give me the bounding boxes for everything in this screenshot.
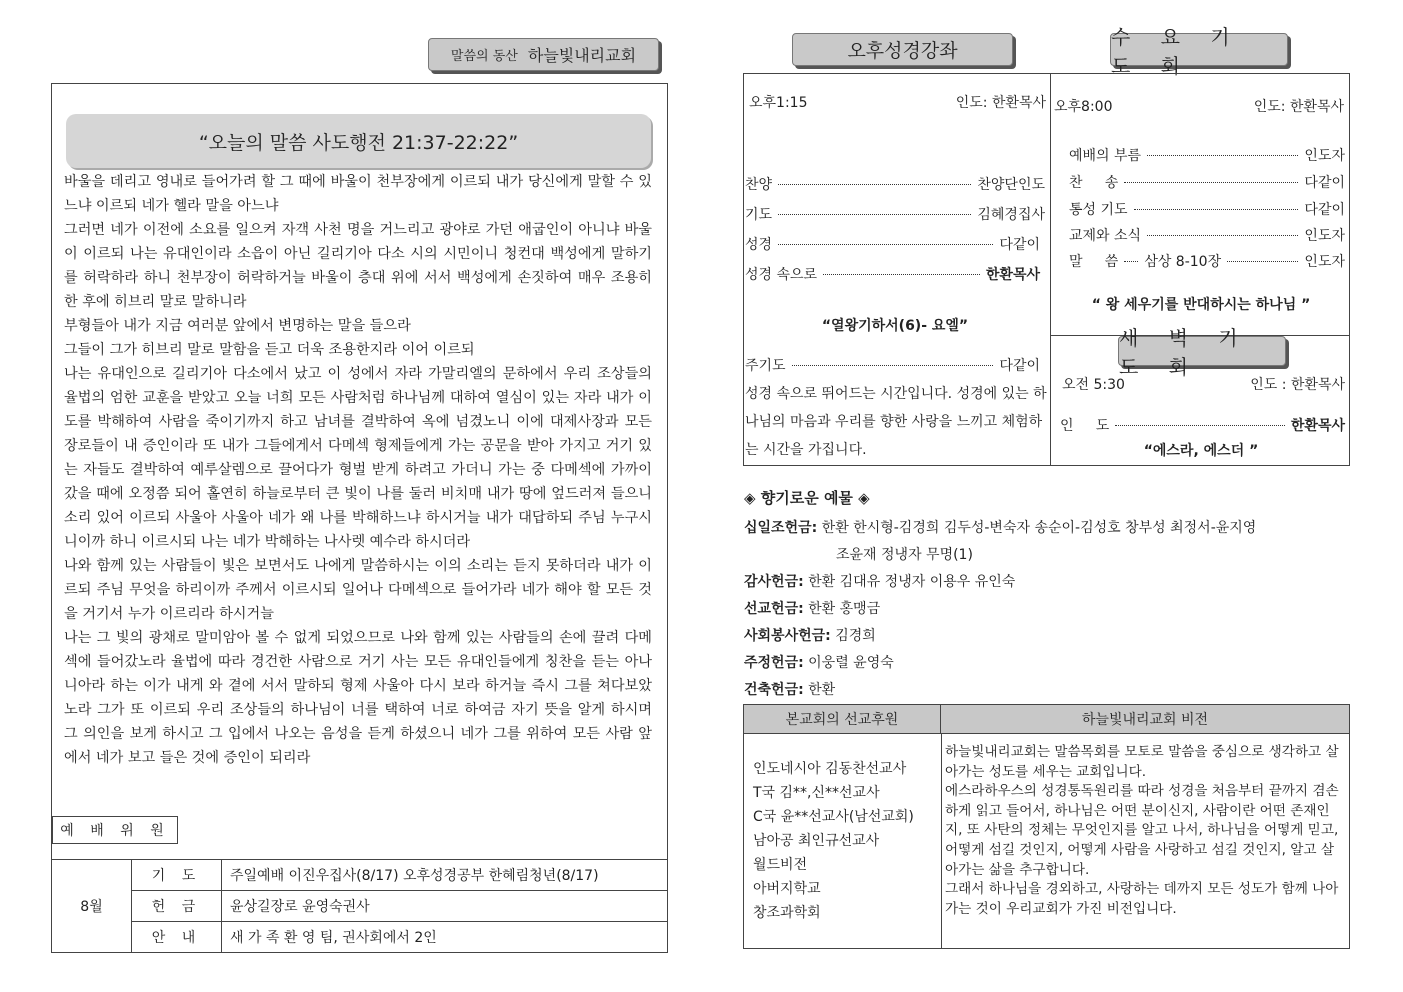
- order-label: 기도: [745, 207, 773, 223]
- list-item: T국 김**,신**선교사: [753, 785, 880, 801]
- offering-names: 한환 한시형-김경희 김두성-변숙자 송순이-김성호 창부성 최정서-윤지영: [817, 520, 1257, 536]
- offering-names: 한환 홍맹금: [803, 601, 881, 617]
- order-value: 다같이: [999, 237, 1040, 253]
- table-divider: [941, 734, 942, 948]
- order-label: 말 씀: [1069, 254, 1119, 270]
- role-cell: 기 도: [132, 860, 222, 891]
- vision-text: [945, 743, 1345, 919]
- scripture-paragraph: 그러면 네가 이전에 소요를 일으켜 자객 사천 명을 거느리고 광야로 가던 애굽인이 아니냐 바울이 이르되 나는 유대인이라 소읍이 아닌 길리기아 다소 시의 시민이니 청컨대 백성에게 말하기를 허락하라 하니 천부장이 허락하거늘 바울이 층대 위에 서서 백성에게 손짓하여 매우 조용히 한 후에 히브리 말로 말하니라: [64, 222, 652, 310]
- pm-order-item: [745, 355, 1040, 375]
- church-brand-banner: [428, 38, 659, 71]
- pm-leader: 인도: 한환목사: [955, 95, 1046, 111]
- wed-order-item: [1069, 145, 1345, 165]
- order-value: 인도자: [1304, 148, 1345, 164]
- leader-dots: [1147, 155, 1298, 156]
- order-reference: 삼상 8-10장: [1144, 254, 1222, 270]
- scripture-paragraph: 그들이 그가 히브리 말로 말함을 듣고 더욱 조용한지라 이어 이르되: [64, 342, 475, 358]
- todays-word-title: “오늘의 말씀 사도행전 21:37-22:22”: [66, 114, 651, 168]
- list-item: 아버지학교: [753, 881, 821, 897]
- order-value: 다같이: [1304, 175, 1345, 191]
- offering-row: [744, 679, 835, 699]
- role-desc-cell: 주일예배 이진우집사(8/17) 오후성경공부 한혜림청년(8/17): [222, 860, 668, 891]
- offering-label: 십일조헌금:: [744, 520, 818, 536]
- order-label: 예배의 부름: [1069, 148, 1142, 164]
- brand-tagline: 말씀의 동산: [450, 49, 518, 64]
- order-label: 인 도: [1060, 418, 1110, 434]
- pm-order-item: [745, 264, 1040, 284]
- afternoon-bible-class-title: 오후성경강좌: [792, 33, 1013, 66]
- dawn-time: 오전 5:30: [1062, 377, 1125, 393]
- wed-leader: 인도: 한환목사: [1253, 99, 1344, 115]
- role-desc-cell: 윤상길장로 윤영숙권사: [222, 891, 668, 922]
- leader-dots: [792, 365, 994, 366]
- missions-list: [753, 757, 914, 925]
- order-value: 다같이: [1304, 202, 1345, 218]
- pm-sermon-title: “열왕기하서(6)- 요엘”: [821, 318, 969, 334]
- pm-order-item: [745, 204, 1045, 224]
- wed-order-item: [1069, 199, 1345, 219]
- offering-row: [744, 652, 894, 672]
- scripture-paragraph: 나는 유대인으로 길리기아 다소에서 났고 이 성에서 자라 가말리엘의 문하에서 우리 조상들의 율법의 엄한 교훈을 받았고 오늘 너희 모든 사람처럼 하나님께 대하여 열심이 있는 자라 내가 이 도를 박해하여 사람을 죽이기까지 하고 남녀를 결박하여 옥에 넘겼노니 이에 대제사장과 모든 장로들이 내 증인이라 또 내가 그들에게서 다메섹 형제들에게 가는 공문을 받아 가지고 거기 있는 자들도 결박하여 예루살렘으로 끌어다가 형벌 받게 하려고 가더니 가는 중 다메섹에 가까이 갔을 때에 오정쯤 되어 홀연히 하늘로부터 큰 빛이 나를 둘러 비치매 내가 땅에 엎드러져 들으니 소리 있어 이르되 사울아 사울아 네가 왜 나를 박해하느냐 하시거늘 내가 대답하되 주님 누구시니이까 하니 이르시되 나는 네가 박해하는 나사렛 예수라 하시더라: [64, 366, 652, 550]
- offering-label: 감사헌금:: [744, 574, 804, 590]
- order-label: 통성 기도: [1069, 202, 1128, 218]
- leader-dots: [778, 214, 971, 215]
- offering-names: 한환 김대유 정냉자 이용우 유인숙: [803, 574, 1016, 590]
- vision-header: 하늘빛내리교회 비전: [941, 705, 1349, 734]
- month-cell: 8월: [52, 860, 132, 953]
- list-item: 창조과학회: [753, 905, 821, 921]
- leader-dots: [1124, 261, 1138, 262]
- offering-label: 사회봉사헌금:: [744, 628, 831, 644]
- order-label: 주기도: [745, 358, 786, 374]
- leader-dots: [778, 244, 993, 245]
- order-value: 인도자: [1304, 254, 1345, 270]
- wed-header-row: [1054, 96, 1344, 116]
- scripture-body: [64, 170, 652, 770]
- table-row: [52, 922, 668, 953]
- dawn-order-item: [1060, 415, 1345, 435]
- table-row: [52, 860, 668, 891]
- brand-name: 하늘빛내리교회: [527, 46, 637, 65]
- offerings-title: ◈ 향기로운 예물 ◈: [744, 489, 870, 507]
- wed-order-item: [1069, 251, 1345, 271]
- pm-order-item: [745, 234, 1040, 254]
- leader-dots: [1115, 425, 1285, 426]
- list-item: 인도네시아 김동찬선교사: [753, 761, 907, 777]
- offering-row: [744, 625, 876, 645]
- list-item: C국 윤**선교사(남선교회): [753, 809, 914, 825]
- order-label: 교제와 소식: [1069, 228, 1142, 244]
- vision-paragraph: 에스라하우스의 성경통독원리를 따라 성경을 처음부터 끝까지 겸손하게 읽고 들어서, 하나님은 어떤 분이신지, 사람이란 어떤 존재인지, 또 사탄의 정체는 무엇인지를 알고 나서, 하나님을 어떻게 믿고, 어떻게 섬길 것인지, 어떻게 사람을 사랑하고 섬길 것인지, 알고 살아가는 삶을 추구합니다.: [945, 783, 1339, 878]
- order-value: 찬양단인도: [977, 177, 1045, 193]
- offering-row: [744, 517, 1256, 537]
- leader-dots: [823, 274, 980, 275]
- offering-names: 이웅렬 윤영숙: [803, 655, 894, 671]
- offering-names: 김경희: [830, 628, 876, 644]
- order-label: 성경 속으로: [745, 267, 818, 283]
- missions-header: 본교회의 선교후원: [744, 705, 941, 734]
- vision-paragraph: 그래서 하나님을 경외하고, 사랑하는 데까지 모든 성도가 함께 나아가는 것이 우리교회가 가진 비전입니다.: [945, 881, 1339, 917]
- wednesday-prayer-title: 수 요 기 도 회: [1110, 33, 1288, 66]
- order-label: 찬양: [745, 177, 773, 193]
- offering-label: 건축헌금:: [744, 682, 804, 698]
- vision-paragraph: 하늘빛내리교회는 말씀목회를 모토로 말씀을 중심으로 생각하고 살아가는 성도를 세우는 교회입니다.: [945, 744, 1339, 780]
- leader-dots: [1227, 261, 1298, 262]
- scripture-paragraph: 바울을 데리고 영내로 들어가려 할 그 때에 바울이 천부장에게 이르되 내가 당신에게 말할 수 있느냐 이르되 네가 헬라 말을 아느냐: [64, 174, 652, 214]
- wed-time: 오후8:00: [1054, 99, 1113, 115]
- list-item: 남아공 최인규선교사: [753, 833, 880, 849]
- scripture-paragraph: 나는 그 빛의 광채로 말미암아 볼 수 없게 되었으므로 나와 함께 있는 사람들의 손에 끌려 다메섹에 들어갔노라 율법에 따라 경건한 사람으로 거기 사는 모든 유대인들에게 칭찬을 듣는 아나니아라 하는 이가 내게 와 곁에 서서 말하되 형제 사울아 다시 보라 하거늘 즉시 그를 쳐다보았노라 그가 또 이르되 우리 조상들의 하나님이 너를 택하여 너로 하여금 자기 뜻을 알게 하시며 그 의인을 보게 하시고 그 입에서 나오는 음성을 듣게 하셨으니 네가 그를 위하여 모든 사람 앞에서 네가 보고 들은 것에 증인이 되리라: [64, 630, 652, 766]
- role-cell: 안 내: [132, 922, 222, 953]
- pm-order-item: [745, 174, 1045, 194]
- dawn-prayer-title: 새 벽 기 도 회: [1118, 336, 1286, 366]
- role-cell: 헌 금: [132, 891, 222, 922]
- order-value: 김혜경집사: [977, 207, 1045, 223]
- mission-vision-table: [743, 704, 1350, 949]
- dawn-sermon-title: “에스라, 에스더 ”: [1143, 443, 1259, 459]
- order-value: 다같이: [999, 358, 1040, 374]
- pm-description: 성경 속으로 뛰어드는 시간입니다. 성경에 있는 하나님의 마음과 우리를 향한 사랑을 느끼고 체험하는 시간을 가집니다.: [745, 386, 1047, 458]
- worship-committee-label: 예 배 위 원: [52, 816, 178, 844]
- scripture-paragraph: 나와 함께 있는 사람들이 빛은 보면서도 나에게 말씀하시는 이의 소리는 듣지 못하더라 내가 이르되 주님 무엇을 하리이까 주께서 이르시되 일어나 다메섹으로 들어가라 네가 해야 할 모든 것을 거기서 누가 이르리라 하시거늘: [64, 558, 652, 622]
- dawn-leader: 인도 : 한환목사: [1250, 377, 1345, 393]
- order-value: 인도자: [1304, 228, 1345, 244]
- pm-time: 오후1:15: [749, 95, 808, 111]
- offering-row: [744, 598, 880, 618]
- column-divider: [1050, 73, 1051, 466]
- pm-header-row: [749, 92, 1046, 112]
- wed-order-item: [1069, 172, 1345, 192]
- list-item: 월드비전: [753, 857, 808, 873]
- order-label: 성경: [745, 237, 773, 253]
- offering-row: [836, 544, 973, 564]
- scripture-paragraph: 부형들아 내가 지금 여러분 앞에서 변명하는 말을 들으라: [64, 318, 411, 334]
- leader-dots: [1124, 182, 1298, 183]
- worship-roles-table: [51, 859, 668, 953]
- leader-dots: [778, 184, 971, 185]
- order-value: 한환목사: [985, 267, 1040, 283]
- offering-label: 선교헌금:: [744, 601, 804, 617]
- offering-names: 조윤재 정냉자 무명(1): [836, 547, 973, 563]
- order-value: 한환목사: [1290, 418, 1345, 434]
- leader-dots: [1134, 209, 1299, 210]
- order-label: 찬 송: [1069, 175, 1119, 191]
- wed-order-item: [1069, 225, 1345, 245]
- offering-names: 한환: [803, 682, 836, 698]
- offering-row: [744, 571, 1015, 591]
- offering-label: 주정헌금:: [744, 655, 804, 671]
- role-desc-cell: 새 가 족 환 영 팀, 권사회에서 2인: [222, 922, 668, 953]
- leader-dots: [1147, 235, 1298, 236]
- wed-sermon-title: “ 왕 세우기를 반대하시는 하나님 ”: [1091, 297, 1311, 313]
- table-row: [52, 891, 668, 922]
